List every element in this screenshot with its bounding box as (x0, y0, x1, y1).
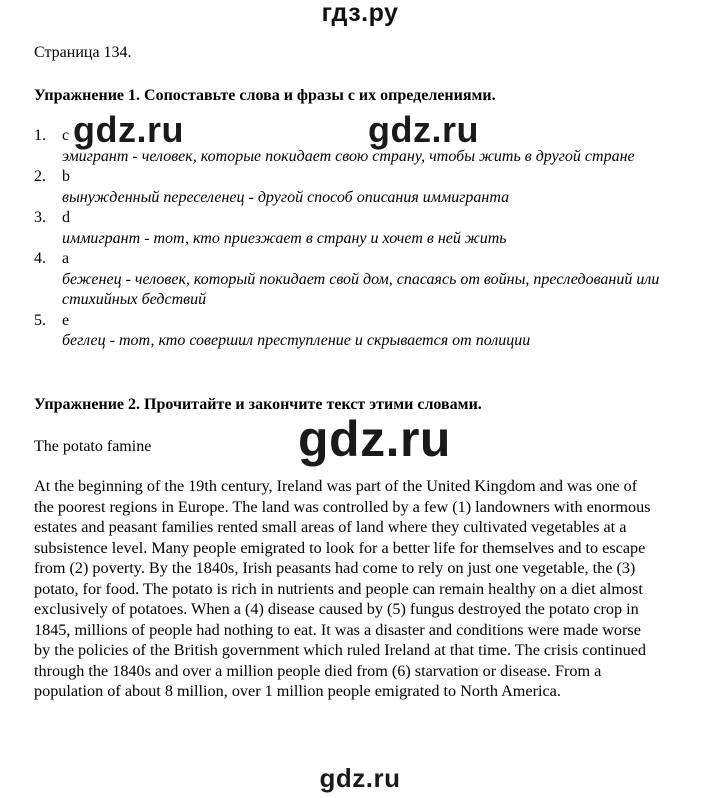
page-number-label: Страница 134. (34, 44, 132, 61)
answer-letter: a (62, 250, 70, 267)
answer-number: 3. (34, 209, 46, 226)
answer-number: 2. (34, 168, 46, 185)
answer-number: 1. (34, 127, 46, 144)
exercise-1-heading: Упражнение 1. Сопоставьте слова и фразы с их определениями. (34, 87, 496, 104)
answer-item (34, 311, 684, 352)
answer-definition: эмигрант - человек, которые покидает свою страну, чтобы жить в другой стране (62, 147, 635, 165)
answer-letter: c (62, 127, 70, 144)
answer-item (34, 208, 684, 249)
answer-definition: иммигрант - тот, кто приезжает в страну и хочет в ней жить (62, 229, 507, 247)
text-body: At the beginning of the 19th century, Ireland was part of the United Kingdom and was one of the poorest regions in Europe. The land was controlled by a few (1) landowners with enormous estates and peasant families rented small areas of land where they cultivated vegetables at a subsistence level. Many people emigrated to look for a better life for themselves and to escape from (2) poverty. By the 1840s, Irish peasants had come to rely on just one vegetable, the (3) potato, for food. The potato is rich in nutrients and people can remain healthy on a diet almost exclusively of potatoes. When a (4) disease caused by (5) fungus destroyed the potato crop in 1845, millions of people had nothing to eat. It was a disaster and conditions were made worse by the policies of the British government which ruled Ireland at that time. The crisis continued through the 1840s and over a million people died from (6) starvation or disease. From a population of about 8 million, over 1 million people emigrated to North America. (34, 477, 651, 700)
answer-letter: d (62, 209, 70, 226)
answer-letter: e (62, 311, 70, 329)
answer-number: 4. (34, 250, 46, 267)
text-title: The potato famine (34, 438, 152, 455)
watermark: gdz.ru (319, 763, 401, 793)
watermark: gdz.ru (368, 109, 479, 150)
answer-letter: b (62, 168, 70, 185)
answer-item (34, 167, 684, 208)
answer-definition: беженец - человек, который покидает свой дом, спасаясь от войны, преследований или стихийных бедствий (62, 270, 660, 308)
site-title: гдз.ру (321, 0, 399, 27)
exercise-2-heading: Упражнение 2. Прочитайте и закончите текст этими словами. (34, 396, 482, 413)
exercise-1-answer-list (34, 126, 684, 352)
answer-definition: вынужденный переселенец - другой способ описания иммигранта (62, 188, 510, 206)
watermark: gdz.ru (298, 411, 451, 467)
answer-definition: беглец - тот, кто совершил преступление и скрывается от полиции (62, 332, 531, 349)
answer-item (34, 249, 684, 311)
answer-number: 5. (34, 311, 46, 329)
watermark: gdz.ru (73, 109, 184, 150)
